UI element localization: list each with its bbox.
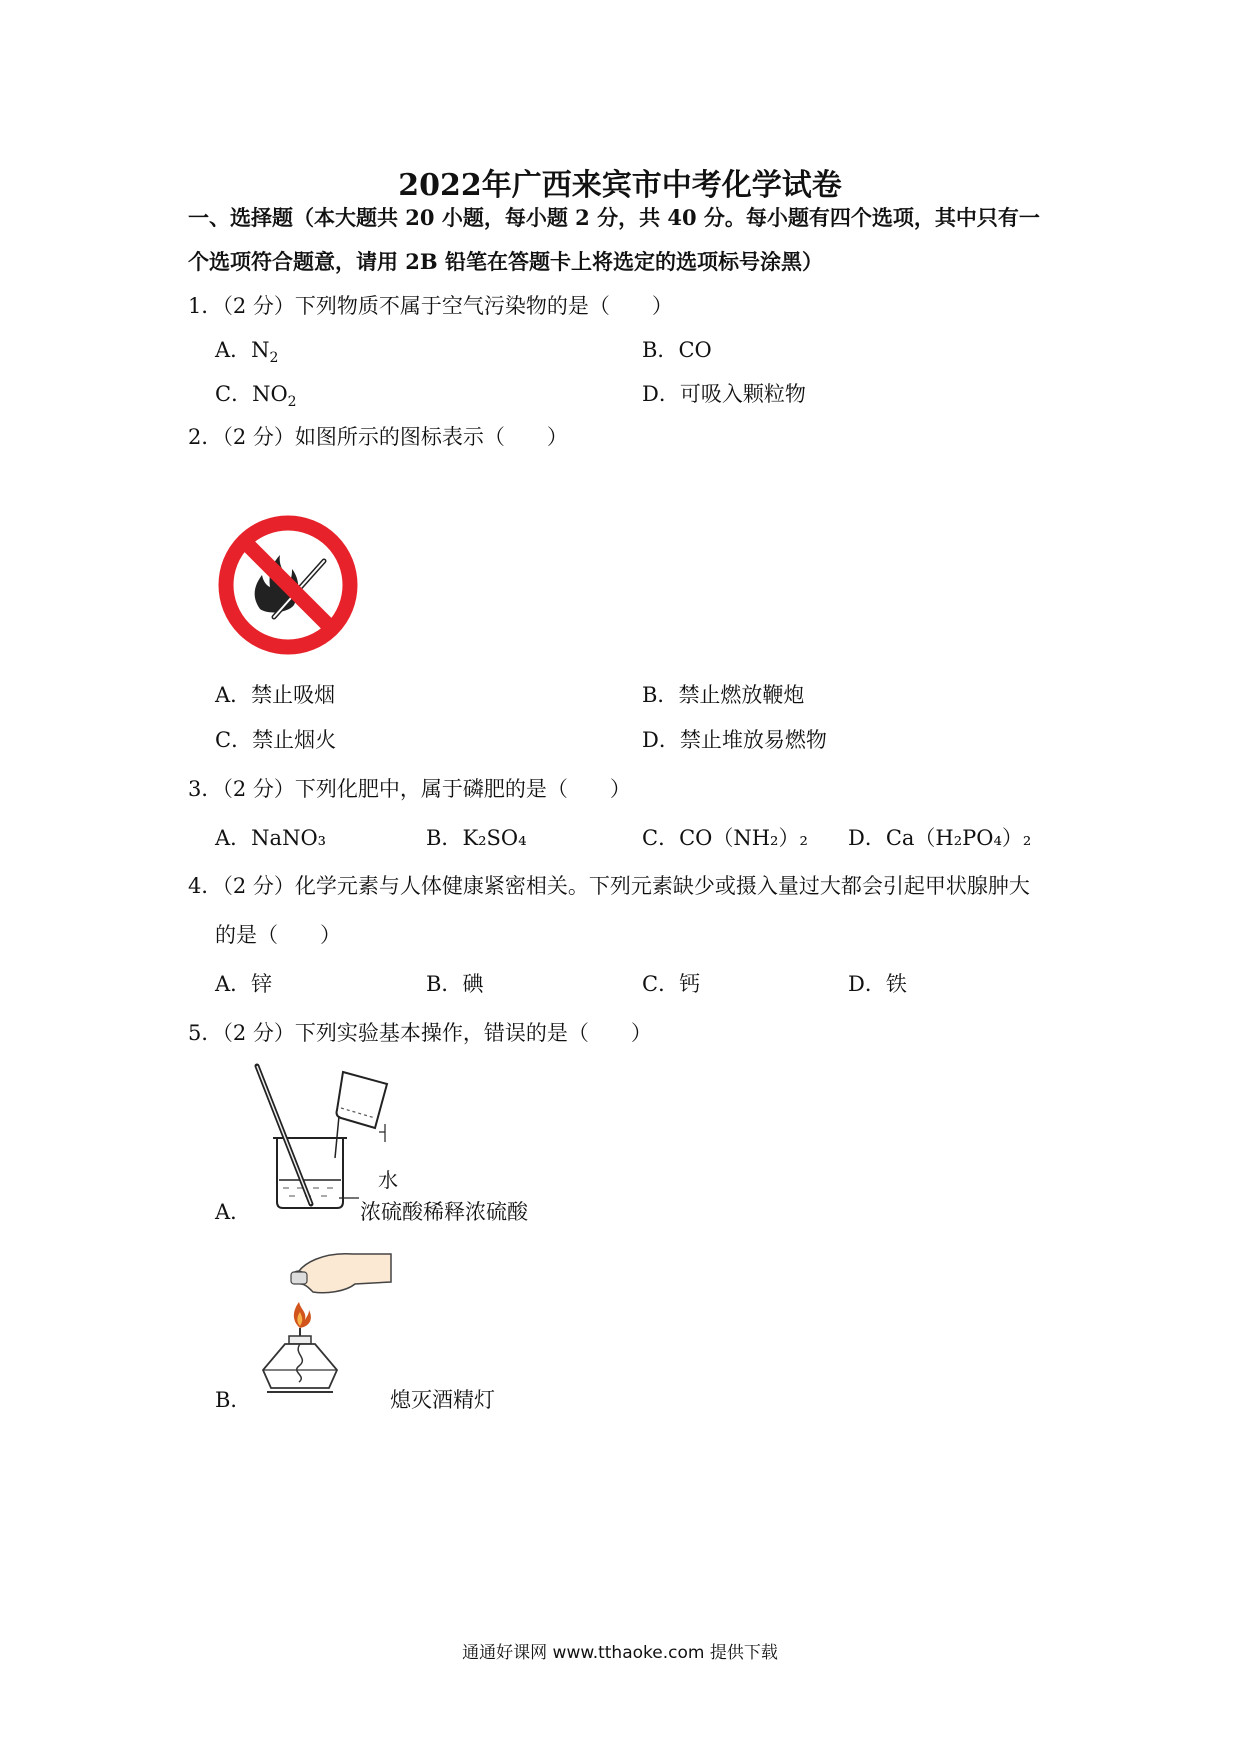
q1-option-d: D．可吸入颗粒物 <box>642 382 806 406</box>
q1-option-a: A．$N_2$ <box>215 338 279 367</box>
no-fire-sign-icon <box>216 513 360 657</box>
alcohol-lamp-figure <box>255 1240 395 1400</box>
q5-option-a-label: A． <box>215 1200 252 1224</box>
q3-option-d: D．Ca（H₂PO₄）₂ <box>848 826 1032 850</box>
question-4-stem-continued: 的是（ ） <box>215 923 341 947</box>
q4-option-b: B．碘 <box>426 972 484 996</box>
q4-option-d: D．铁 <box>848 972 907 996</box>
question-4-stem: 4．（2 分）化学元素与人体健康紧密相关。下列元素缺少或摄入量过大都会引起甲状腺肿大 <box>188 874 1030 898</box>
footer-source: 通通好课网 www.tthaoke.com 提供下载 <box>462 1643 778 1663</box>
water-label: 水 <box>378 1168 398 1192</box>
q1-option-c: C．$NO_2$ <box>215 382 297 411</box>
q2-option-c: C．禁止烟火 <box>215 728 337 752</box>
dilute-acid-figure <box>255 1062 425 1212</box>
q3-option-b: B．K₂SO₄ <box>426 826 527 850</box>
q4-option-c: C．钙 <box>642 972 701 996</box>
q1-option-b: B．CO <box>642 338 712 362</box>
section-heading-line-1: 一、选择题（本大题共 20 小题，每小题 2 分，共 40 分。每小题有四个选项，其中只有一 <box>188 205 1040 230</box>
q5-option-a-caption: 浓硫酸稀释浓硫酸 <box>360 1200 528 1224</box>
q3-option-c: C．CO（NH₂）₂ <box>642 826 808 850</box>
q5-option-b-label: B． <box>215 1388 252 1412</box>
q2-option-b: B．禁止燃放鞭炮 <box>642 683 805 707</box>
q4-option-a: A．锌 <box>215 972 273 996</box>
section-heading-line-2: 个选项符合题意，请用 2B 铅笔在答题卡上将选定的选项标号涂黑） <box>188 249 823 274</box>
page-title: 2022年广西来宾市中考化学试卷 <box>398 168 842 203</box>
question-1-stem: 1．（2 分）下列物质不属于空气污染物的是（ ） <box>188 294 673 318</box>
q3-option-a: A．NaNO₃ <box>215 826 327 850</box>
q5-option-b-caption: 熄灭酒精灯 <box>390 1388 495 1412</box>
q2-option-d: D．禁止堆放易燃物 <box>642 728 827 752</box>
question-2-stem: 2．（2 分）如图所示的图标表示（ ） <box>188 425 568 449</box>
question-3-stem: 3．（2 分）下列化肥中，属于磷肥的是（ ） <box>188 777 631 801</box>
q2-option-a: A．禁止吸烟 <box>215 683 336 707</box>
question-5-stem: 5．（2 分）下列实验基本操作，错误的是（ ） <box>188 1021 652 1045</box>
acid-label: 浓硫酸 <box>360 1200 423 1224</box>
